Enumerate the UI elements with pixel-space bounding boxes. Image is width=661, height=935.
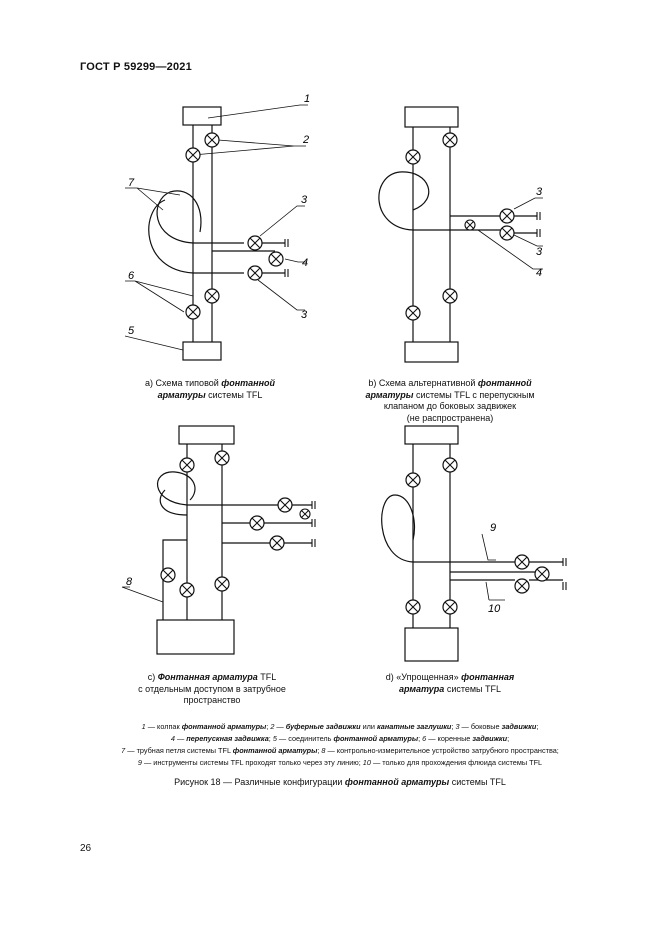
document-header: ГОСТ Р 59299—2021 xyxy=(80,61,192,73)
page-number: 26 xyxy=(80,843,92,854)
callout-b-3: 3 xyxy=(536,186,543,198)
callout-2: 2 xyxy=(303,134,310,146)
callout-4: 4 xyxy=(302,257,309,269)
callout-b-4: 4 xyxy=(536,267,543,279)
callout-6: 6 xyxy=(128,270,135,282)
callout-3: 3 xyxy=(301,194,308,206)
callout-10: 10 xyxy=(488,603,501,615)
callout-9: 9 xyxy=(490,522,497,534)
diagram-c xyxy=(157,426,312,654)
caption-b: b) Схема альтернативной фонтанной арматуры системы TFL с перепускным клапаном до боковых задвижек (не распространена) xyxy=(365,378,535,423)
legend-line-2: 4 — перепускная задвижка; 5 — соединитель фонтанной арматуры; 6 — коренные задвижки; xyxy=(170,734,510,743)
caption-d: d) «Упрощенная» фонтанная арматура системы TFL xyxy=(385,672,515,694)
diagram-d xyxy=(382,426,563,661)
legend-line-4: 9 — инструменты системы TFL проходят только через эту линию; 10 — только для прохождения флюида системы TFL xyxy=(137,758,543,767)
callout-8: 8 xyxy=(126,576,133,588)
caption-c: c) Фонтанная арматура TFL с отдельным доступом в затрубное пространство xyxy=(138,672,286,705)
callout-5: 5 xyxy=(128,325,135,337)
callout-b-3b: 3 xyxy=(536,246,543,258)
callout-3b: 3 xyxy=(301,309,308,321)
figure-caption: Рисунок 18 — Различные конфигурации фонтанной арматуры системы TFL xyxy=(174,777,506,787)
figure-legend xyxy=(60,721,620,769)
legend-line-3: 7 — трубная петля системы TFL фонтанной арматуры; 8 — контрольно-измерительное устройство затрубного пространства; xyxy=(121,746,559,755)
caption-a: a) Схема типовой фонтанной арматуры системы TFL xyxy=(144,378,276,400)
callout-1: 1 xyxy=(304,93,311,105)
legend-line-1: 1 — колпак фонтанной арматуры; 2 — буферные задвижки или канатные заглушки; 3 — боковые задвижки; xyxy=(141,722,539,731)
callout-7: 7 xyxy=(128,177,135,189)
